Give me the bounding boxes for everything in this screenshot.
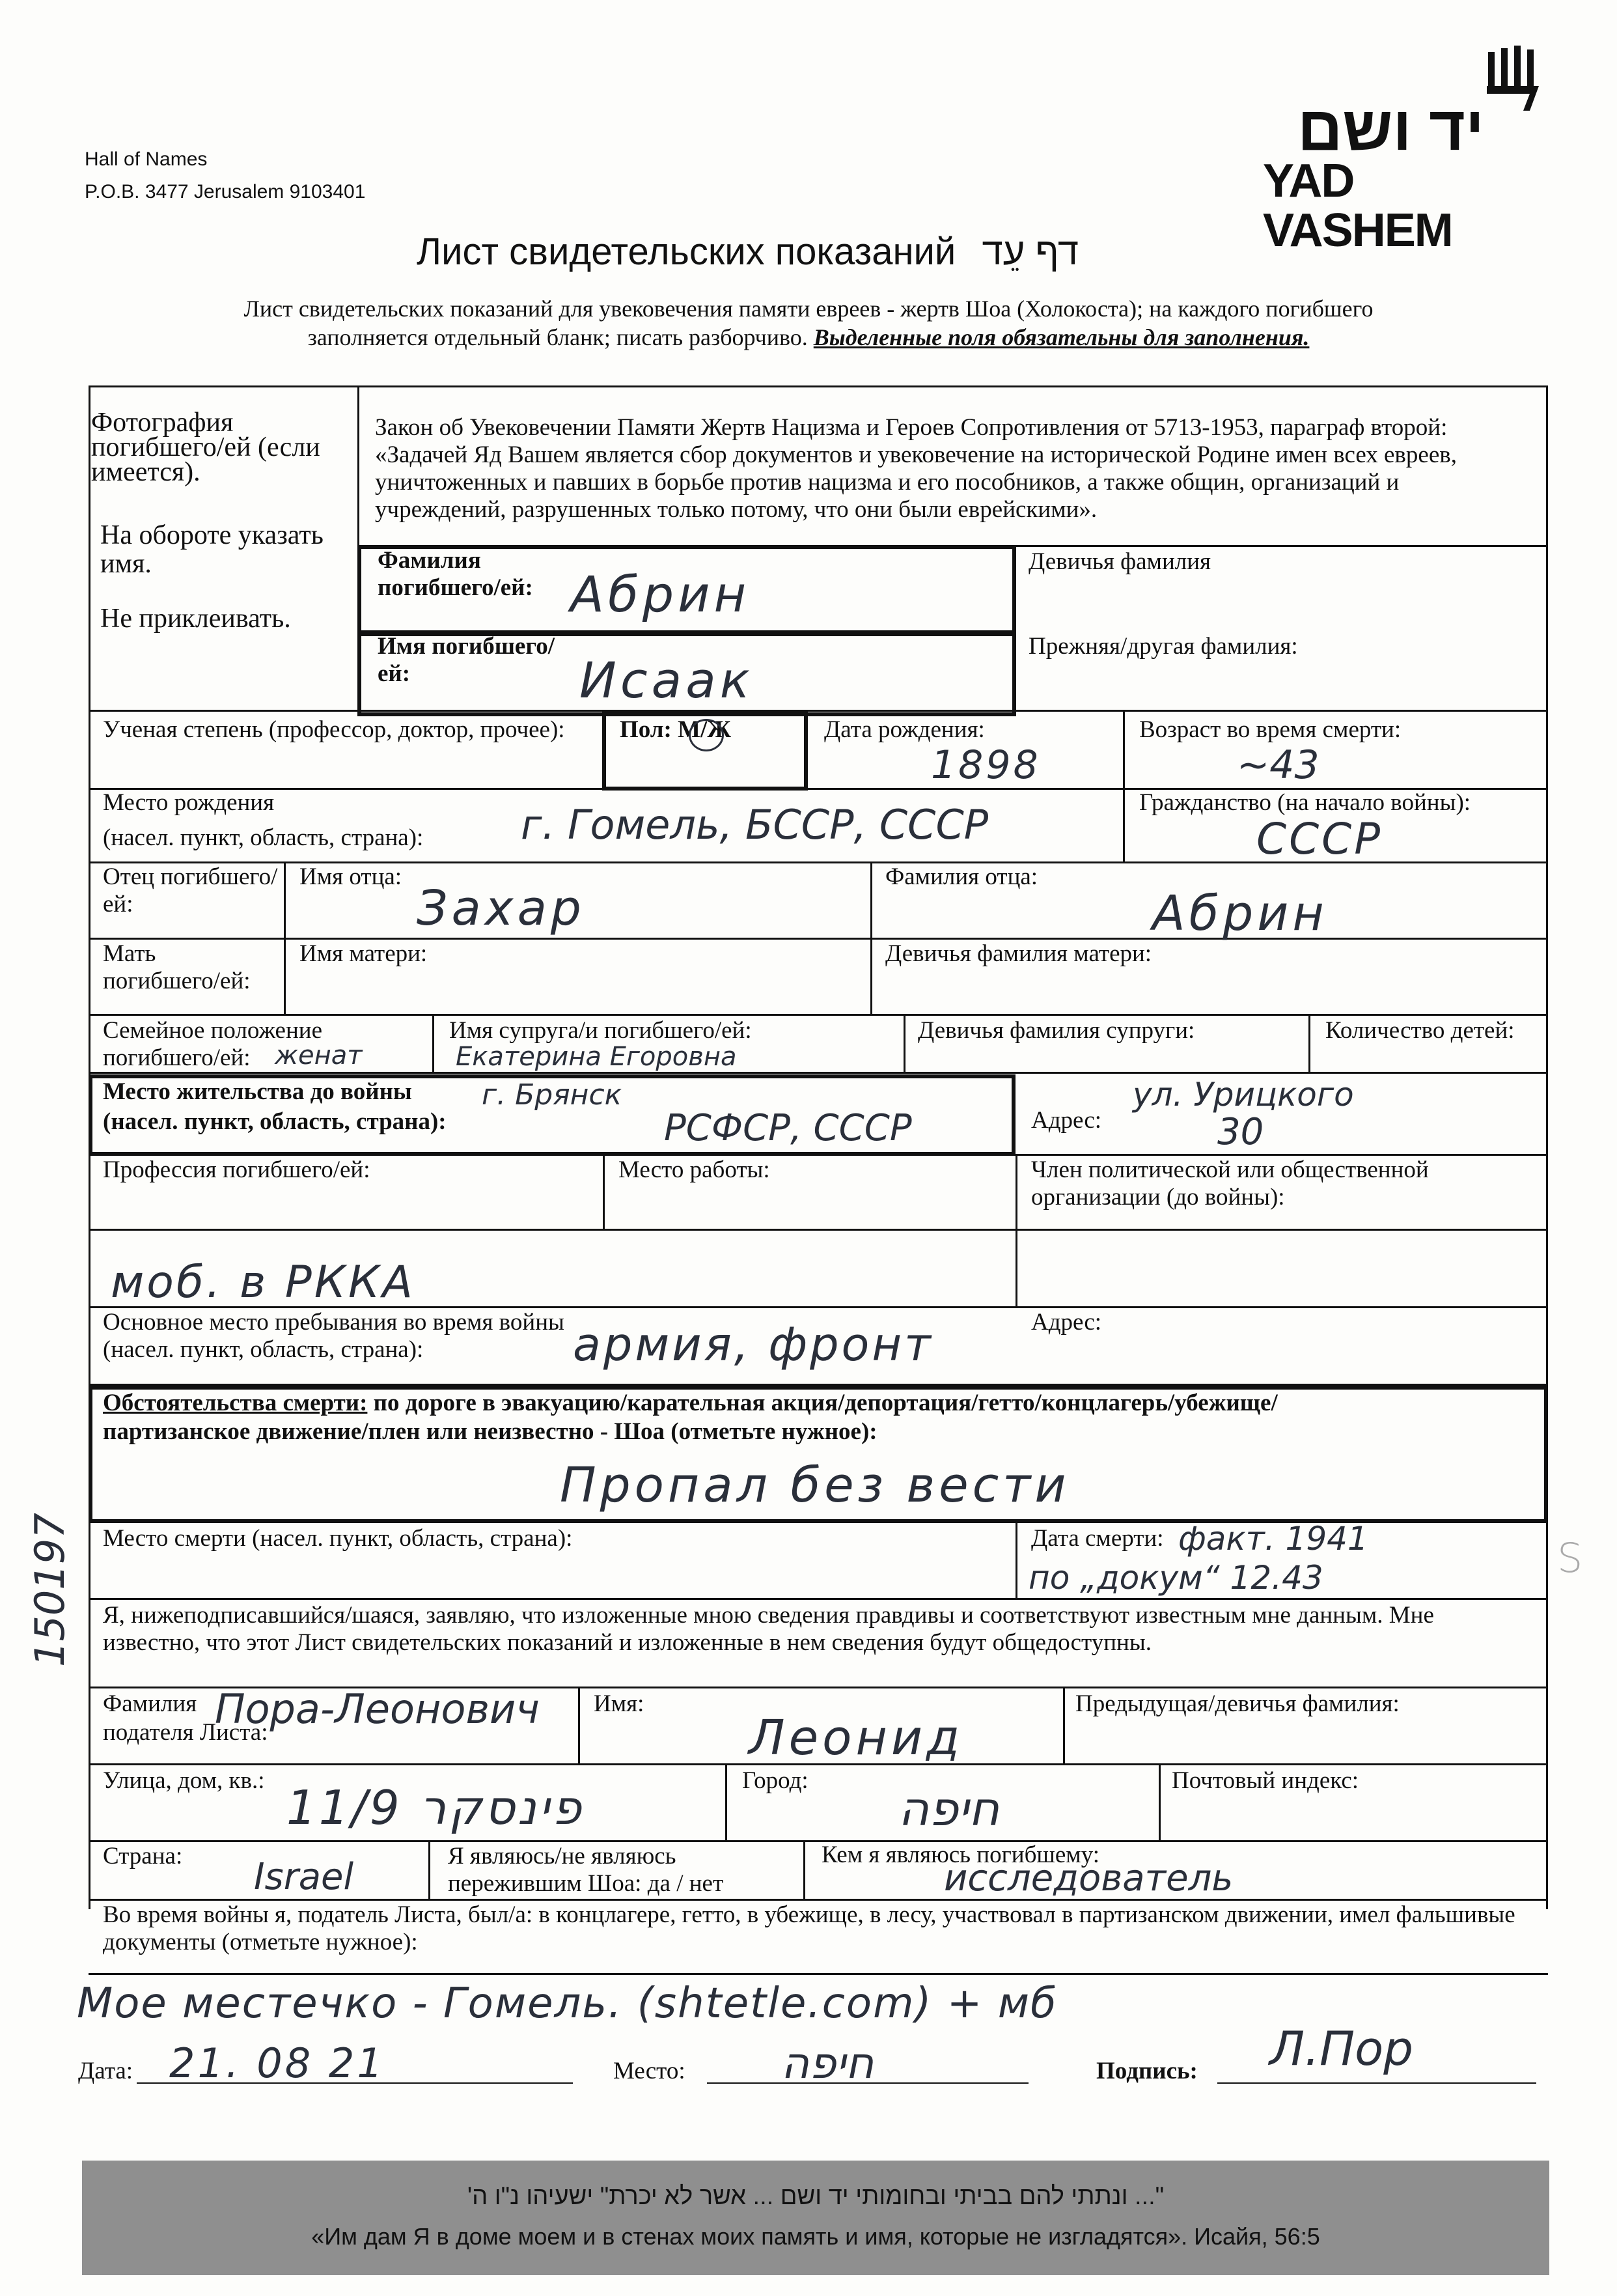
- mother-maiden-label: Девичья фамилия матери:: [885, 940, 1152, 967]
- age-value: ~43: [1237, 742, 1320, 788]
- photo-no-glue: Не приклеивать.: [100, 604, 291, 634]
- office-address: P.O.B. 3477 Jerusalem 9103401: [85, 181, 366, 203]
- footer-hebrew-quote: "... ונתתי להם בביתי ובחומותי יד ושם ... אשר לא יכרת" ישעיהו נ"ו ה': [467, 2183, 1165, 2210]
- sex-male-circle: [689, 719, 724, 751]
- intro-line-2: заполняется отдельный бланк; писать разборчиво.: [307, 324, 814, 350]
- citizenship-label: Гражданство (на начало войны):: [1139, 789, 1471, 816]
- spouse-maiden-label: Девичья фамилия супруги:: [918, 1017, 1195, 1044]
- birthplace-label-1: Место рождения: [103, 789, 275, 816]
- wartime-me-label: Во время войны я, податель Листа, был/а: в концлагере, гетто, в убежище, в лесу, участвовал в партизанском движении, имел фальшивые документы (отметьте нужное):: [103, 1901, 1515, 1955]
- logo-hebrew: יד ושם: [1297, 94, 1484, 163]
- profession-label: Профессия погибшего/ей:: [103, 1156, 370, 1183]
- street-value: 11/9 פינסקר: [286, 1780, 584, 1835]
- death-circumstances-label-2: партизанское движение/плен или неизвестно - Шоа (отметьте нужное):: [103, 1418, 878, 1445]
- father-name-label: Имя отца:: [299, 863, 402, 890]
- residence-value-2: РСФСР, СССР: [664, 1107, 912, 1149]
- place-value: חיפה: [781, 2038, 874, 2088]
- marital-label: Семейное положение погибшего/ей:: [103, 1017, 322, 1071]
- workplace-label: Место работы:: [618, 1156, 770, 1183]
- death-place-label: Место смерти (насел. пункт, область, страна):: [103, 1525, 573, 1552]
- title-he: דף עֵד: [982, 231, 1079, 273]
- spouse-name-value: Екатерина Егоровна: [456, 1042, 737, 1072]
- submitter-prev-label: Предыдущая/девичья фамилия:: [1075, 1690, 1400, 1717]
- firstname-value: Исаак: [579, 651, 754, 709]
- address-value-2: 30: [1217, 1111, 1264, 1153]
- birth-date-value: 1898: [931, 742, 1041, 788]
- father-name-value: Захар: [417, 880, 585, 936]
- degree-label: Ученая степень (профессор, доктор, прочее):: [103, 716, 565, 743]
- signature-label: Подпись:: [1096, 2058, 1198, 2084]
- death-date-value-2: по „докум“ 12.43: [1029, 1559, 1323, 1597]
- footer-band: [82, 2161, 1549, 2275]
- birthplace-value: г. Гомель, БССР, СССР: [521, 801, 989, 848]
- stray-mark-icon: S: [1557, 1534, 1583, 1582]
- wartime-place-label: Основное место пребывания во время войны (насел. пункт, область, страна):: [103, 1309, 564, 1363]
- intro-line-1: Лист свидетельских показаний для увековечения памяти евреев - жертв Шоа (Холокоста); на каждого погибшего: [243, 296, 1374, 322]
- surname-value: Абрин: [570, 565, 751, 623]
- margin-note: 150197: [26, 1513, 74, 1667]
- death-circumstances-options: по дороге в эвакуацию/карательная акция/депортация/гетто/концлагерь/убежище/: [367, 1390, 1278, 1416]
- maiden-name-label: Девичья фамилия: [1029, 548, 1211, 575]
- mother-name-label: Имя матери:: [299, 940, 428, 967]
- citizenship-value: СССР: [1256, 814, 1383, 864]
- relation-label: Кем я являюсь погибшему:: [822, 1841, 1100, 1868]
- firstname-label: Имя погибшего/ей:: [378, 633, 555, 687]
- submitter-surname-label-2: подателя Листа:: [103, 1719, 268, 1746]
- title-ru: Лист свидетельских показаний: [417, 231, 956, 273]
- date-value: 21. 08 21: [169, 2039, 385, 2087]
- father-surname-value: Абрин: [1152, 886, 1328, 942]
- submitter-surname-label-1: Фамилия: [103, 1690, 197, 1717]
- photo-back-note: На обороте указать имя.: [100, 520, 324, 579]
- birthplace-label-2: (насел. пункт, область, страна):: [103, 824, 424, 851]
- submitter-name-label: Имя:: [594, 1690, 644, 1717]
- spouse-name-label: Имя супруга/и погибшего/ей:: [449, 1017, 752, 1044]
- city-label: Город:: [742, 1767, 808, 1794]
- submitter-surname-value: Пора-Леонович: [215, 1685, 540, 1733]
- law-text: Закон об Увековечении Памяти Жертв Нацизма и Героев Сопротивления от 5713-1953, параграф второй: «Задачей Яд Вашем является сбор документов и увековечение на исторической Родине имен всех евреев, уничтоженных и павших в борьбе против нацизма и его пособников, а также общин, организаций и учреждений, разрушенных только потому, что они были еврейскими».: [375, 414, 1457, 523]
- prev-surname-label: Прежняя/другая фамилия:: [1029, 633, 1298, 660]
- submitter-name-value: Леонид: [749, 1710, 964, 1766]
- surname-label: Фамилия погибшего/ей:: [378, 547, 533, 601]
- office-name: Hall of Names: [85, 148, 208, 170]
- survivor-label: Я являюсь/не являюсь пережившим Шоа: да / нет: [448, 1843, 724, 1897]
- mandatory-note: Выделенные поля обязательны для заполнения.: [813, 324, 1310, 350]
- death-circumstances-title: Обстоятельства смерти:: [103, 1390, 368, 1416]
- footer-russian-quote: «Им дам Я в доме моем и в стенах моих память и имя, которые не изгладятся». Исайя, 56:5: [311, 2223, 1320, 2250]
- death-date-label: Дата смерти:: [1031, 1525, 1164, 1552]
- wartime-address-label: Адрес:: [1031, 1309, 1102, 1336]
- place-label: Место:: [613, 2058, 685, 2084]
- wartime-place-value: армия, фронт: [573, 1318, 933, 1371]
- birth-date-label: Дата рождения:: [824, 716, 985, 743]
- wartime-me-value: Мое местечко - Гомель. (shtetle.com) + мб: [77, 1980, 1058, 2028]
- death-circumstances-label: [103, 1390, 1535, 1417]
- marital-value: женат: [275, 1041, 363, 1071]
- date-label: Дата:: [78, 2058, 133, 2084]
- city-value: חיפה: [898, 1782, 1000, 1836]
- address-label: Адрес:: [1031, 1107, 1102, 1134]
- zip-label: Почтовый индекс:: [1172, 1767, 1359, 1794]
- death-circumstances-value: Пропал без вести: [560, 1457, 1070, 1513]
- relation-value: исследователь: [944, 1857, 1234, 1899]
- children-label: Количество детей:: [1325, 1017, 1515, 1044]
- sex-label: Пол: М/Ж: [620, 716, 731, 743]
- profession-value: моб. в РККА: [111, 1257, 415, 1308]
- signature-value: Л.Пор: [1269, 2021, 1413, 2076]
- street-label: Улица, дом, кв.:: [103, 1767, 265, 1794]
- country-label: Страна:: [103, 1843, 183, 1869]
- residence-label-2: (насел. пункт, область, страна):: [103, 1108, 447, 1135]
- country-value: Israel: [254, 1856, 354, 1898]
- residence-value-1: г. Брянск: [482, 1078, 622, 1112]
- age-label: Возраст во время смерти:: [1139, 716, 1402, 743]
- father-surname-label: Фамилия отца:: [885, 863, 1038, 890]
- declaration-text: Я, нижеподписавшийся/шаяся, заявляю, что изложенные мною сведения правдивы и соответствуют известным мне данным. Мне известно, что этот Лист свидетельских показаний и изложенные в нем сведения будут общедоступны.: [103, 1602, 1434, 1656]
- photo-label: Фотография погибшего/ей (если имеется).: [91, 408, 320, 487]
- residence-label-1: Место жительства до войны: [103, 1078, 412, 1105]
- address-value-1: ул. Урицкого: [1133, 1076, 1354, 1113]
- membership-label: Член политической или общественной организации (до войны):: [1031, 1156, 1429, 1211]
- death-date-value-1: факт. 1941: [1178, 1520, 1368, 1558]
- father-label: Отец погибшего/ей:: [103, 863, 278, 917]
- logo-latin: YAD VASHEM: [1263, 155, 1452, 257]
- mother-label: Мать погибшего/ей:: [103, 940, 251, 994]
